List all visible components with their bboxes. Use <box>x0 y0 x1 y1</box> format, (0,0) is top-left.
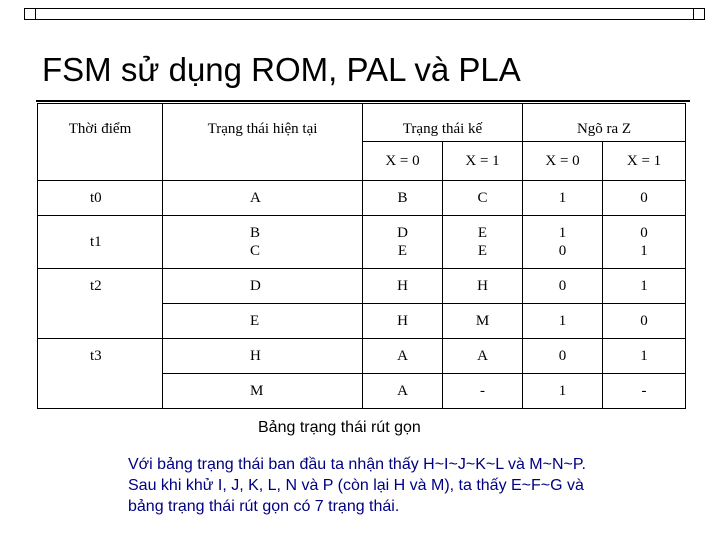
explanation-note <box>128 454 688 517</box>
cell-current-state: B C <box>163 216 363 269</box>
cell-current-state: M <box>163 374 363 409</box>
header-next-state: Trạng thái kế <box>363 104 523 142</box>
square-bullet-icon <box>24 8 36 20</box>
note-line: Với bảng trạng thái ban đầu ta nhận thấy H~I~J~K~L và M~N~P. <box>128 456 586 473</box>
header-next-x0: X = 0 <box>363 142 443 181</box>
cell-time <box>38 304 163 339</box>
cell-current-state: A <box>163 181 363 216</box>
cell-next-x0: D E <box>363 216 443 269</box>
note-line: bảng trạng thái rút gọn có 7 trạng thái. <box>128 498 400 515</box>
cell-time: t3 <box>38 339 163 374</box>
cell-next-x0: A <box>363 374 443 409</box>
cell-next-x1: A <box>443 339 523 374</box>
cell-current-state: E <box>163 304 363 339</box>
slide-title: FSM sử dụng ROM, PAL và PLA <box>42 51 521 88</box>
header-output-x1: X = 1 <box>603 142 686 181</box>
cell-output-x0: 1 0 <box>523 216 603 269</box>
state-table <box>37 103 686 409</box>
table-row <box>38 304 686 339</box>
cell-time <box>38 374 163 409</box>
cell-output-x1: - <box>603 374 686 409</box>
table-row <box>38 269 686 304</box>
cell-next-x1: M <box>443 304 523 339</box>
square-bullet-icon <box>693 8 705 20</box>
cell-next-x1: E E <box>443 216 523 269</box>
header-output-x0: X = 0 <box>523 142 603 181</box>
cell-output-x1: 0 <box>603 304 686 339</box>
header-next-x1: X = 1 <box>443 142 523 181</box>
cell-next-x0: A <box>363 339 443 374</box>
cell-next-x0: H <box>363 269 443 304</box>
table-row <box>38 374 686 409</box>
table-caption: Bảng trạng thái rút gọn <box>258 419 421 436</box>
title-divider <box>36 100 690 102</box>
header-time: Thời điểm <box>38 104 163 181</box>
cell-output-x0: 0 <box>523 339 603 374</box>
cell-next-x1: - <box>443 374 523 409</box>
table-row <box>38 216 686 269</box>
cell-time: t0 <box>38 181 163 216</box>
cell-current-state: H <box>163 339 363 374</box>
cell-next-x0: B <box>363 181 443 216</box>
cell-output-x1: 1 <box>603 339 686 374</box>
note-line: Sau khi khử I, J, K, L, N và P (còn lại H và M), ta thấy E~F~G và <box>128 477 584 494</box>
cell-output-x0: 0 <box>523 269 603 304</box>
table-row <box>38 181 686 216</box>
header-current-state: Trạng thái hiện tại <box>163 104 363 181</box>
cell-output-x0: 1 <box>523 304 603 339</box>
cell-output-x1: 0 <box>603 181 686 216</box>
cell-output-x0: 1 <box>523 374 603 409</box>
decorative-top-bar <box>24 8 705 20</box>
cell-next-x0: H <box>363 304 443 339</box>
cell-output-x0: 1 <box>523 181 603 216</box>
header-output-z: Ngõ ra Z <box>523 104 686 142</box>
cell-output-x1: 0 1 <box>603 216 686 269</box>
cell-next-x1: C <box>443 181 523 216</box>
cell-current-state: D <box>163 269 363 304</box>
table-row <box>38 339 686 374</box>
cell-time: t2 <box>38 269 163 304</box>
cell-next-x1: H <box>443 269 523 304</box>
cell-output-x1: 1 <box>603 269 686 304</box>
cell-time: t1 <box>38 216 163 269</box>
